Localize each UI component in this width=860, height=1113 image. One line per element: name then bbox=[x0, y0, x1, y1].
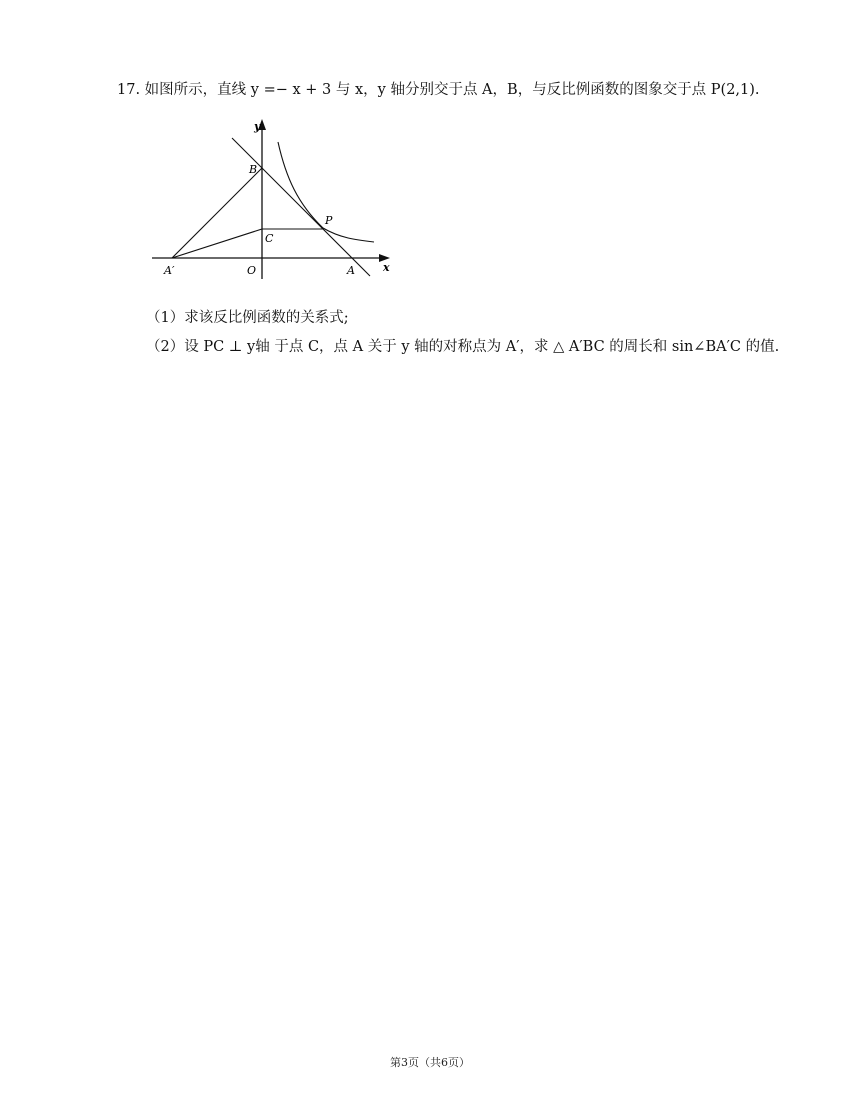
label-o: O bbox=[247, 264, 257, 277]
hyperbola-curve bbox=[278, 142, 374, 242]
label-a: A bbox=[347, 264, 355, 277]
line-y-equals-minus-x-plus-3 bbox=[232, 138, 370, 276]
segment-a-prime-c bbox=[172, 229, 262, 258]
label-b: B bbox=[249, 163, 258, 176]
segment-a-prime-b bbox=[172, 168, 262, 258]
label-p: P bbox=[325, 214, 333, 227]
page-footer: 第3页（共6页） bbox=[390, 1056, 470, 1069]
label-a-prime: A′ bbox=[164, 264, 175, 277]
question-2: （2）设 PC ⊥ y轴 于点 C，点 A 关于 y 轴的对称点为 A′，求 △ A′BC 的周长和 sin∠BA′C 的值. bbox=[146, 339, 780, 355]
label-x: x bbox=[383, 261, 390, 274]
problem-statement: 17. 如图所示，直线 y =− x + 3 与 x，y 轴分别交于点 A，B，与反比例函数的图象交于点 P(2,1). bbox=[117, 82, 760, 98]
label-c: C bbox=[265, 232, 274, 245]
coordinate-figure bbox=[148, 116, 398, 284]
label-y: y bbox=[254, 120, 261, 133]
question-1: （1）求该反比例函数的关系式; bbox=[146, 310, 349, 326]
